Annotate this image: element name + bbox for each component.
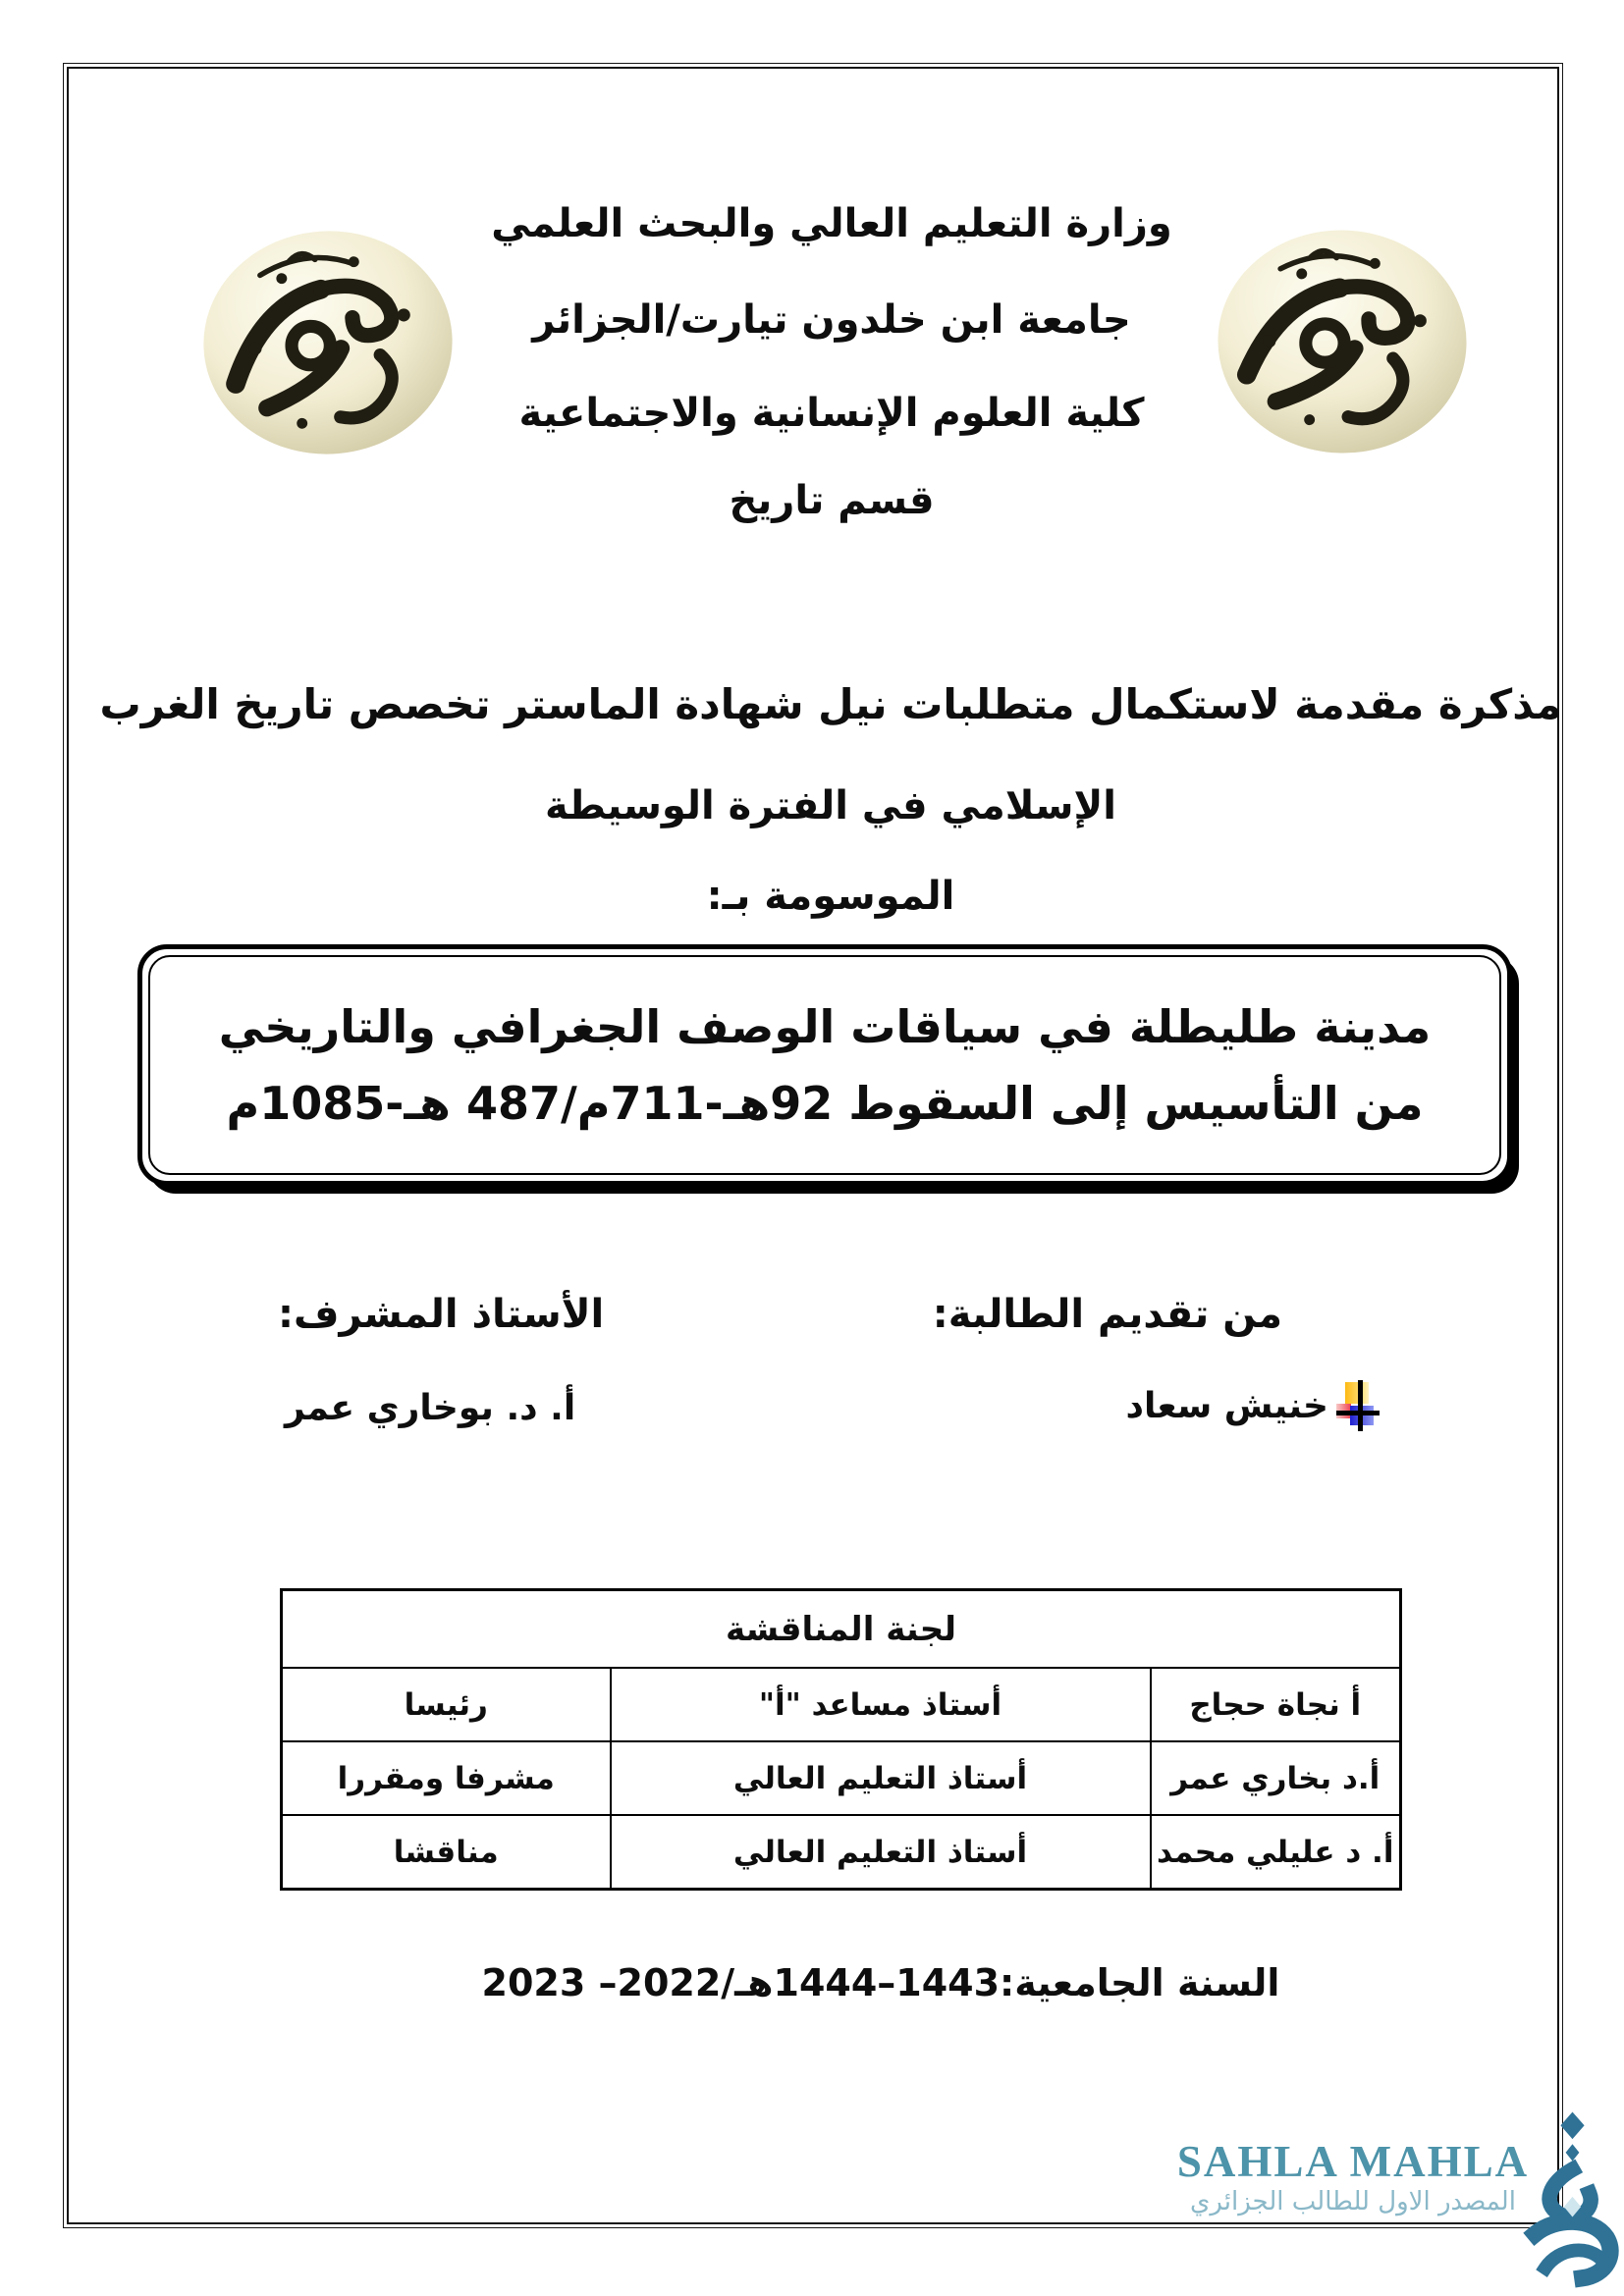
presenter-name: خنيش سعاد bbox=[1125, 1385, 1328, 1426]
thesis-title-box bbox=[137, 944, 1512, 1186]
anchor-horizontal-bar bbox=[1336, 1411, 1380, 1415]
committee-title: لجنة المناقشة bbox=[282, 1590, 1401, 1669]
object-anchor-icon bbox=[1336, 1380, 1381, 1431]
member-name: أ.د بخاري عمر bbox=[1151, 1741, 1401, 1815]
supervisor-label: الأستاذ المشرف: bbox=[278, 1292, 605, 1337]
committee-table bbox=[280, 1588, 1402, 1891]
thesis-title-line-2: من التأسيس إلى السقوط 92هـ-711م/487 هـ-1085م bbox=[226, 1077, 1424, 1130]
member-rank: أستاذ مساعد "أ" bbox=[611, 1668, 1151, 1741]
member-rank: أستاذ التعليم العالي bbox=[611, 1815, 1151, 1890]
committee-row bbox=[282, 1815, 1401, 1890]
supervisor-name: أ. د. بوخاري عمر bbox=[285, 1388, 576, 1428]
intro-line-1: مذكرة مقدمة لاستكمال متطلبات نيل شهادة الماستر تخصص تاريخ الغرب bbox=[99, 680, 1562, 728]
anchor-vertical-bar bbox=[1358, 1380, 1363, 1431]
academic-year: السنة الجامعية:1443–1444هـ/2022– 2023 bbox=[481, 1961, 1280, 2004]
anchor-yellow-square bbox=[1345, 1382, 1369, 1404]
member-role: مشرفا ومقررا bbox=[282, 1741, 611, 1815]
presenter-label: من تقديم الطالبة: bbox=[932, 1292, 1282, 1337]
member-name: أ. د عليلي محمد bbox=[1151, 1815, 1401, 1890]
watermark-tagline: المصدر الاول للطالب الجزائري bbox=[1190, 2187, 1516, 2216]
university-line: جامعة ابن خلدون تيارت/الجزائر bbox=[532, 297, 1131, 343]
committee-header-row bbox=[282, 1590, 1401, 1669]
intro-line-3: الموسومة بـ: bbox=[706, 874, 955, 919]
faculty-line: كلية العلوم الإنسانية والاجتماعية bbox=[518, 391, 1145, 436]
committee-row bbox=[282, 1668, 1401, 1741]
thesis-title-box-inner bbox=[148, 955, 1501, 1175]
watermark-brand: SAHLA MAHLA bbox=[1176, 2137, 1530, 2186]
presenter-name-row bbox=[1126, 1380, 1381, 1431]
member-role: رئيسا bbox=[282, 1668, 611, 1741]
member-rank: أستاذ التعليم العالي bbox=[611, 1741, 1151, 1815]
intro-line-2: الإسلامي في الفترة الوسيطة bbox=[545, 783, 1116, 828]
ministry-line: وزارة التعليم العالي والبحث العلمي bbox=[491, 201, 1172, 246]
thesis-title-line-1: مدينة طليطلة في سياقات الوصف الجغرافي والتاريخي bbox=[218, 1000, 1432, 1053]
department-line: قسم تاريخ bbox=[729, 478, 935, 523]
member-name: أ نجاة حجاج bbox=[1151, 1668, 1401, 1741]
member-role: مناقشا bbox=[282, 1815, 611, 1890]
sahla-mahla-logo-icon bbox=[1521, 2109, 1624, 2295]
committee-row bbox=[282, 1741, 1401, 1815]
